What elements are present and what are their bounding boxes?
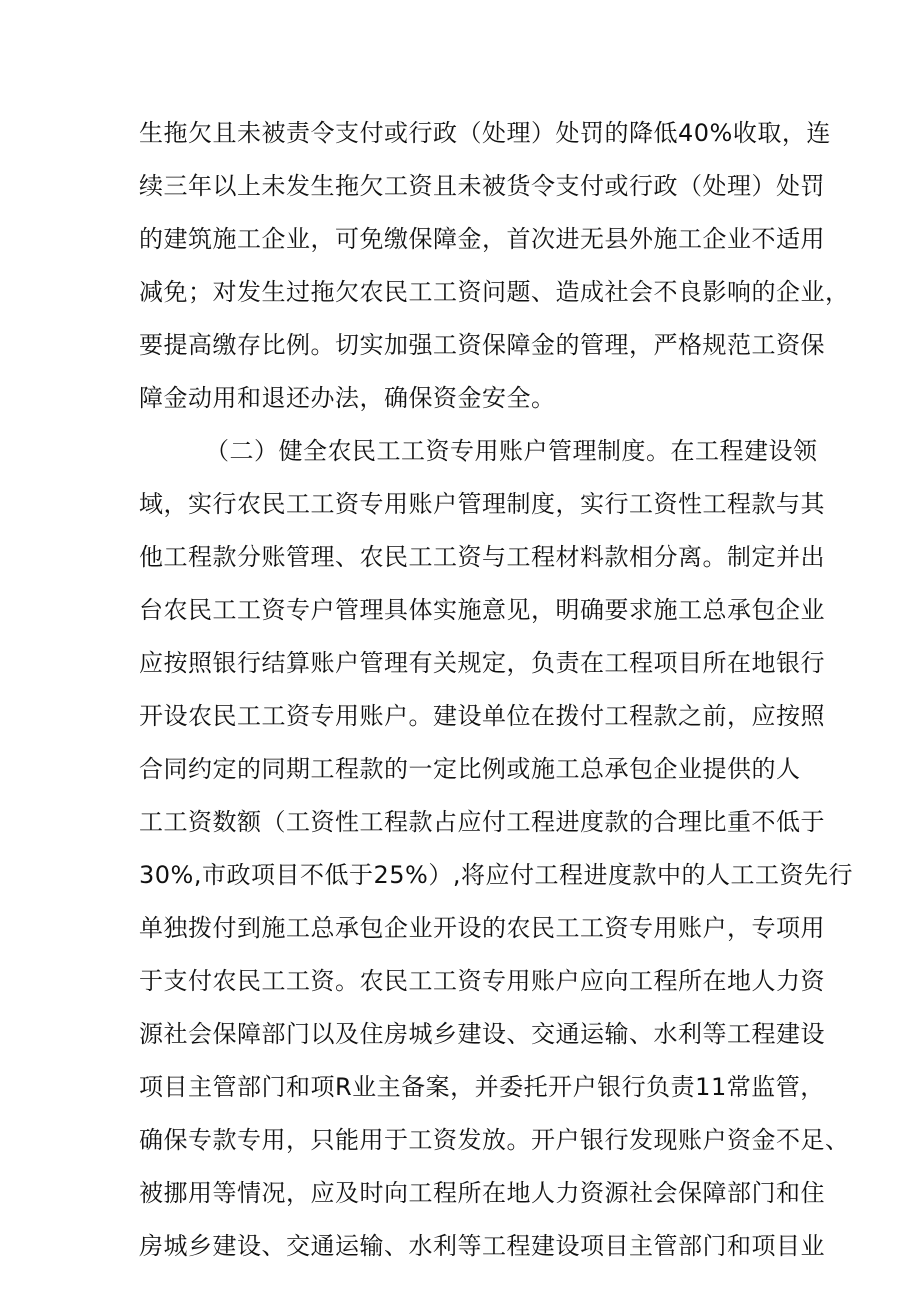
text-line: 30%,市政项目不低于25%）,将应付工程进度款中的人工工资先行 <box>139 861 853 889</box>
text-line: 被挪用等情况，应及时向工程所在地人力资源社会保障部门和住 <box>139 1179 825 1207</box>
text-line: 确保专款专用，只能用于工资发放。开户银行发现账户资金不足、 <box>139 1126 850 1154</box>
text-line: 障金动用和退还办法，确保资金安全。 <box>139 384 556 412</box>
text-line: 单独拨付到施工总承包企业开设的农民工工资专用账户，专项用 <box>139 914 825 942</box>
text-line: 生拖欠且未被责令支付或行政（处理）处罚的降低40%收取，连 <box>139 119 831 147</box>
text-line: 项目主管部门和项R业主备案，并委托开户银行负责11常监管， <box>139 1073 825 1101</box>
paragraph-start-line: （二）健全农民工工资专用账户管理制度。在工程建设领 <box>205 437 818 465</box>
text-line: 于支付农民工工资。农民工工资专用账户应向工程所在地人力资 <box>139 967 825 995</box>
text-line: 应按照银行结算账户管理有关规定，负责在工程项目所在地银行 <box>139 649 825 677</box>
text-line: 减免；对发生过拖欠农民工工资问题、造成社会不良影响的企业， <box>139 278 850 306</box>
text-line: 开设农民工工资专用账户。建设单位在拨付工程款之前，应按照 <box>139 702 825 730</box>
text-line: 工工资数额（工资性工程款占应付工程进度款的合理比重不低于 <box>139 808 825 836</box>
text-line: 房城乡建设、交通运输、水利等工程建设项目主管部门和项目业 <box>139 1232 825 1260</box>
text-line: 续三年以上未发生拖欠工资且未被货令支付或行政（处理）处罚 <box>139 172 825 200</box>
text-line: 合同约定的同期工程款的一定比例或施工总承包企业提供的人 <box>139 755 801 783</box>
text-line: 的建筑施工企业，可免缴保障金，首次进无县外施工企业不适用 <box>139 225 825 253</box>
body-text <box>139 107 853 1273</box>
text-line: 域，实行农民工工资专用账户管理制度，实行工资性工程款与其 <box>139 490 825 518</box>
text-line: 源社会保障部门以及住房城乡建设、交通运输、水利等工程建设 <box>139 1020 825 1048</box>
text-line: 台农民工工资专户管理具体实施意见，明确要求施工总承包企业 <box>139 596 825 624</box>
text-line: 要提高缴存比例。切实加强工资保障金的管理，严格规范工资保 <box>139 331 825 359</box>
text-line: 他工程款分账管理、农民工工资与工程材料款相分离。制定并出 <box>139 543 825 571</box>
